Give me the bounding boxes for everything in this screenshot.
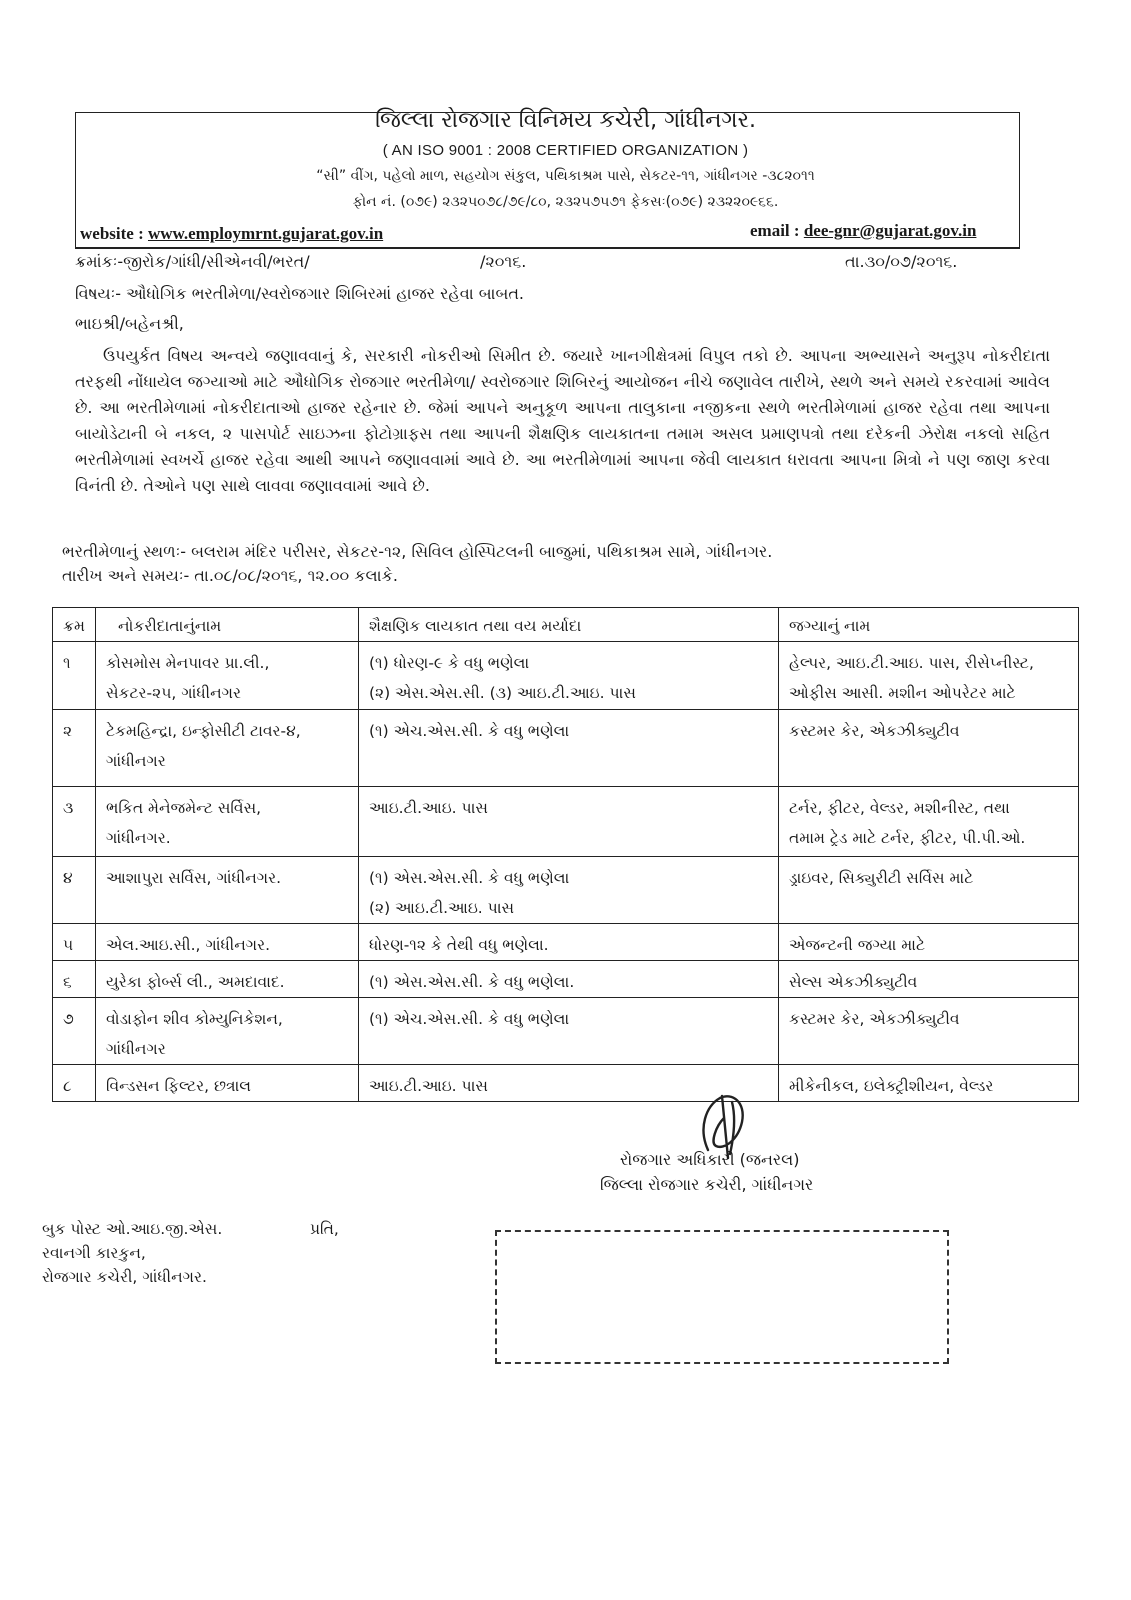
table-header-row bbox=[53, 608, 1079, 642]
website-line bbox=[80, 224, 383, 244]
cell-line: ટેકમહિન્દ્રા, ઇન્ફોસીટી ટાવર-૪, bbox=[106, 722, 301, 740]
cell-line: તમામ ટ્રેડ માટે ટર્નર, ફીટર, પી.પી.ઓ. bbox=[789, 829, 1026, 847]
cell-line: ૨ bbox=[63, 722, 73, 740]
cell-post bbox=[779, 1065, 1079, 1102]
cell-line: ગાંધીનગર bbox=[106, 1040, 166, 1058]
cell-line: યુરેકા ફોર્બ્સ લી., અમદાવાદ. bbox=[106, 973, 285, 991]
cell-serial bbox=[53, 710, 96, 787]
cell-post bbox=[779, 924, 1079, 961]
cell-qualification bbox=[359, 642, 779, 710]
cell-line: (૧) એચ.એસ.સી. કે વધુ ભણેલા bbox=[369, 1010, 570, 1028]
employer-table-body bbox=[53, 642, 1079, 1102]
cell-serial bbox=[53, 998, 96, 1065]
cell-post bbox=[779, 787, 1079, 857]
cell-line: આઇ.ટી.આઇ. પાસ bbox=[369, 1077, 488, 1095]
cell-line: સેલ્સ એકઝીક્યુટીવ bbox=[789, 973, 918, 991]
cell-line: ઓફીસ આસી. મશીન ઓપરેટર માટે bbox=[789, 684, 1016, 702]
cell-line: ટર્નર, ફીટર, વેલ્ડર, મશીનીસ્ટ, તથા bbox=[789, 799, 1010, 817]
table-row bbox=[53, 961, 1079, 998]
cell-employer bbox=[96, 998, 359, 1065]
cell-line: મીકેનીકલ, ઇલેક્ટ્રીશીયન, વેલ્ડર bbox=[789, 1077, 994, 1095]
header-post: જગ્યાનું નામ bbox=[779, 608, 1079, 642]
body-paragraph: ઉપયુર્કત વિષય અન્વયે જણાવવાનું કે, સરકારી નોકરીઓ સિમીત છે. જયારે ખાનગીક્ષેત્રમાં વિપુલ તકો છે. આપના અભ્યાસને અનુરૂપ નોકરીદાતા તરફથી નોંધાયેલ જગ્યાઓ માટે ઔધોગિક રોજગાર ભરતીમેળા/ સ્વરોજગાર શિબિરનું આયોજન નીચે જણાવેલ તારીખે, સ્થળે અને સમયે રકરવામાં આવેલ છે. આ ભરતીમેળામાં નોકરીદાતાઓ હાજર રહેનાર છે. જેમાં આપને અનુકૂળ આપના તાલુકાના નજીકના સ્થળે ભરતીમેળામાં હાજર રહેવા તથા આપના બાયોડેટાની બે નકલ, ૨ પાસપોર્ટ સાઇઝના ફોટોગ્રાફસ તથા આપની શૈક્ષણિક લાયકાતના તમામ અસલ પ્રમાણપત્રો તથા દરેકની ઝેરોક્ષ નકલો સહિત ભરતીમેળામાં સ્વખર્ચે હાજર રહેવા આથી આપને જણાવવામાં આવે છે. આ ભરતીમેળામાં આપના જેવી લાયકાત ધરાવતા આપના મિત્રો ને પણ જાણ કરવા વિનંતી છે. તેઓને પણ સાથે લાવવા જણાવવામાં આવે છે. bbox=[75, 346, 1050, 495]
cell-qualification bbox=[359, 961, 779, 998]
cell-serial bbox=[53, 857, 96, 924]
cell-post bbox=[779, 998, 1079, 1065]
cell-line: (૧) એસ.એસ.સી. કે વધુ ભણેલા. bbox=[369, 973, 575, 991]
email-label: email : bbox=[750, 221, 804, 240]
letter-date: તા.૩૦/૦૭/૨૦૧૬. bbox=[845, 252, 958, 271]
dispatch-line-2: રવાનગી કારકુન, bbox=[42, 1244, 146, 1262]
table-row bbox=[53, 1065, 1079, 1102]
office-title: જિલ્લા રોજગાર વિનિમય કચેરી, ગાંધીનગર. bbox=[375, 108, 756, 133]
cell-line: (૨) એસ.એસ.સી. (૩) આઇ.ટી.આઇ. પાસ bbox=[369, 684, 636, 702]
dispatch-line-1: બુક પોસ્ટ ઓ.આઇ.જી.એસ. bbox=[42, 1220, 223, 1238]
reference-number: ક્રમાંકઃ-જીરોક/ગાંધી/સીએનવી/ભરત/ bbox=[75, 252, 310, 271]
cell-line: ભકિત મેનેજમેન્ટ સર્વિસ, bbox=[106, 799, 262, 817]
cell-line: (૧) એસ.એસ.સી. કે વધુ ભણેલા bbox=[369, 869, 570, 887]
cell-line: સેકટર-૨૫, ગાંધીનગર bbox=[106, 684, 241, 702]
cell-serial bbox=[53, 924, 96, 961]
fair-venue: ભરતીમેળાનું સ્થળઃ- બલરામ મંદિર પરીસર, સેકટર-૧૨, સિવિલ હોસ્પિટલની બાજુમાં, પથિકાશ્રમ સામે, ગાંધીનગર. bbox=[62, 542, 773, 561]
address-box bbox=[495, 1230, 949, 1364]
header-employer: નોકરીદાતાનુંનામ bbox=[96, 608, 359, 642]
cell-post bbox=[779, 710, 1079, 787]
cell-qualification bbox=[359, 710, 779, 787]
cell-line: (૨) આઇ.ટી.આઇ. પાસ bbox=[369, 899, 515, 917]
cell-employer bbox=[96, 710, 359, 787]
cell-line: ૫ bbox=[63, 936, 74, 954]
cell-line: ગાંધીનગર bbox=[106, 752, 166, 770]
email-link[interactable]: dee-gnr@gujarat.gov.in bbox=[803, 221, 977, 240]
signatory-office: જિલ્લા રોજગાર કચેરી, ગાંધીનગર bbox=[600, 1175, 814, 1194]
cell-qualification bbox=[359, 857, 779, 924]
table-row bbox=[53, 998, 1079, 1065]
cell-line: વોડાફોન શીવ કોમ્યુનિકેશન, bbox=[106, 1010, 283, 1028]
table-row bbox=[53, 787, 1079, 857]
cell-post bbox=[779, 857, 1079, 924]
dispatch-line-3: રોજગાર કચેરી, ગાંધીનગર. bbox=[42, 1268, 207, 1286]
cell-line: એલ.આઇ.સી., ગાંધીનગર. bbox=[106, 936, 271, 954]
cell-employer bbox=[96, 642, 359, 710]
cell-employer bbox=[96, 961, 359, 998]
website-link[interactable]: www.employmrnt.gujarat.gov.in bbox=[147, 224, 384, 243]
cell-line: ૪ bbox=[63, 869, 73, 887]
cell-employer bbox=[96, 787, 359, 857]
cell-line: આશાપુરા સર્વિસ, ગાંધીનગર. bbox=[106, 869, 282, 887]
cell-qualification bbox=[359, 787, 779, 857]
cell-line: આઇ.ટી.આઇ. પાસ bbox=[369, 799, 488, 817]
cell-serial bbox=[53, 1065, 96, 1102]
header-qualification: શૈક્ષણિક લાયકાત તથા વય મર્યાદા bbox=[359, 608, 779, 642]
cell-serial bbox=[53, 787, 96, 857]
cell-qualification bbox=[359, 998, 779, 1065]
cell-line: એજન્ટની જગ્યા માટે bbox=[789, 936, 925, 954]
cell-serial bbox=[53, 642, 96, 710]
cell-line: ગાંધીનગર. bbox=[106, 829, 171, 847]
to-label: પ્રતિ, bbox=[310, 1220, 339, 1238]
cell-line: કોસમોસ મેનપાવર પ્રા.લી., bbox=[106, 654, 270, 672]
cell-employer bbox=[96, 924, 359, 961]
cell-line: ૭ bbox=[63, 1010, 74, 1028]
cell-post bbox=[779, 642, 1079, 710]
table-row bbox=[53, 642, 1079, 710]
office-phone: ફોન નં. (૦૭૯) ૨૩૨૫૦૭૮/૭૯/૮૦, ૨૩૨૫૭૫૭૧ ફેકસઃ(૦૭૯) ૨૩૨૨૦૯૬૬. bbox=[352, 194, 779, 210]
cell-line: ધોરણ-૧૨ કે તેથી વધુ ભણેલા. bbox=[369, 936, 549, 954]
cell-line: કસ્ટમર કેર, એકઝીક્યુટીવ bbox=[789, 722, 960, 740]
salutation: ભાઇશ્રી/બહેનશ્રી, bbox=[75, 314, 184, 333]
cell-line: ડ્રાઇવર, સિક્યુરીટી સર્વિસ માટે bbox=[789, 869, 974, 887]
cell-employer bbox=[96, 857, 359, 924]
cell-line: (૧) ધોરણ-૯ કે વધુ ભણેલા bbox=[369, 654, 530, 672]
cell-line: ૧ bbox=[63, 654, 71, 672]
fair-datetime: તારીખ અને સમયઃ- તા.૦૮/૦૮/૨૦૧૬, ૧૨.૦૦ કલાકે. bbox=[62, 566, 398, 585]
cell-line: કસ્ટમર કેર, એકઝીક્યુટીવ bbox=[789, 1010, 960, 1028]
iso-certification: ( AN ISO 9001 : 2008 CERTIFIED ORGANIZATION ) bbox=[382, 142, 749, 159]
header-serial: ક્રમ bbox=[53, 608, 96, 642]
employer-table bbox=[52, 607, 1079, 1102]
cell-qualification bbox=[359, 924, 779, 961]
table-row bbox=[53, 710, 1079, 787]
office-address: “સી” વીંગ, પહેલો માળ, સહયોગ સંકુલ, પથિકાશ્રમ પાસે, સેકટર-૧૧, ગાંધીનગર -૩૮૨૦૧૧ bbox=[316, 168, 815, 184]
email-line bbox=[750, 221, 976, 241]
cell-line: ૮ bbox=[63, 1077, 72, 1095]
cell-line: (૧) એચ.એસ.સી. કે વધુ ભણેલા bbox=[369, 722, 570, 740]
subject-line: વિષયઃ- ઔધોગિક ભરતીમેળા/સ્વરોજગાર શિબિરમાં હાજર રહેવા બાબત. bbox=[75, 284, 525, 303]
cell-serial bbox=[53, 961, 96, 998]
cell-line: હેલ્પર, આઇ.ટી.આઇ. પાસ, રીસેપ્નીસ્ટ, bbox=[789, 654, 1034, 672]
cell-line: ૩ bbox=[63, 799, 74, 817]
cell-employer bbox=[96, 1065, 359, 1102]
website-label: website : bbox=[80, 224, 148, 243]
cell-post bbox=[779, 961, 1079, 998]
cell-line: વિન્ડસન ફિલ્ટર, છત્રાલ bbox=[106, 1077, 252, 1095]
table-row bbox=[53, 924, 1079, 961]
cell-line: ૬ bbox=[63, 973, 72, 991]
signatory-title: રોજગાર અધિકારી (જનરલ) bbox=[620, 1150, 800, 1169]
reference-year: /૨૦૧૬. bbox=[480, 252, 527, 271]
table-row bbox=[53, 857, 1079, 924]
